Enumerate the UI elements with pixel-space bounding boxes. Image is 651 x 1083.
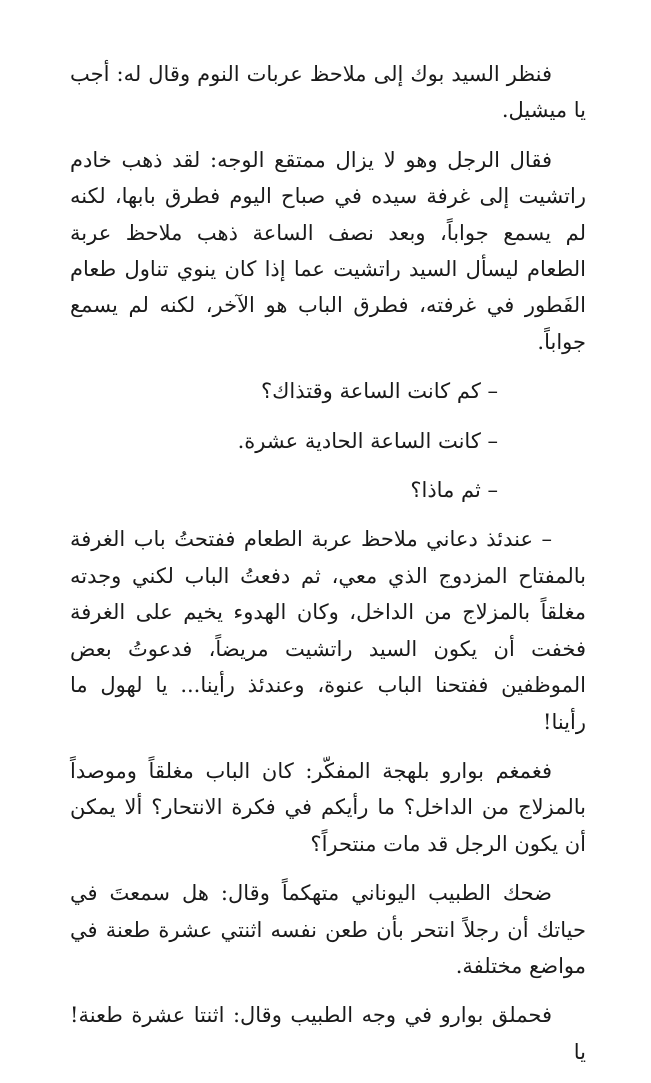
paragraph-6: – عندئذ دعاني ملاحظ عربة الطعام ففتحتُ باب الغرفة بالمفتاح المزدوج الذي معي، ثم دفعتُ الباب لكني وجدته مغلقاً بالمزلاج من الداخل، وكان الهدوء يخيم على الغرفة فخفت أن يكون السيد راتشيت مريضاً، فدعوتُ بعض الموظفين ففتحنا الباب عنوة، وعندئذ رأينا... يا لهول ما رأينا!: [70, 527, 586, 734]
paragraph-2: فقال الرجل وهو لا يزال ممتقع الوجه: لقد ذهب خادم راتشيت إلى غرفة سيده في صباح اليوم فطرق بابها، لكنه لم يسمع جواباً، وبعد نصف الساعة ذهب ملاحظ عربة الطعام ليسأل السيد راتشيت عما إذا كان ينوي تناول طعام الفَطور في غرفته، فطرق الباب هو الآخر، لكنه لم يسمع جواباً.: [70, 147, 586, 354]
paragraph-1: فنظر السيد بوك إلى ملاحظ عربات النوم وقال له: أجب يا ميشيل.: [70, 62, 586, 123]
dialog-line-3: – ثم ماذا؟: [410, 478, 498, 503]
paragraph-9: فحملق بوارو في وجه الطبيب وقال: اثنتا عشرة طعنة! يا: [70, 1003, 586, 1064]
dialog-line-2: – كانت الساعة الحادية عشرة.: [237, 428, 498, 453]
dialog-line-1: – كم كانت الساعة وقتذاك؟: [260, 379, 498, 404]
book-page: [70, 56, 586, 1083]
paragraph-8: ضحك الطبيب اليوناني متهكماً وقال: هل سمعتَ في حياتك أن رجلاً انتحر بأن طعن نفسه اثنتي عشرة طعنة في مواضع مختلفة.: [70, 881, 586, 978]
paragraph-7: فغمغم بوارو بلهجة المفكّر: كان الباب مغلقاً وموصداً بالمزلاج من الداخل؟ ما رأيكم في فكرة الانتحار؟ ألا يمكن أن يكون الرجل قد مات منتحراً؟: [70, 758, 586, 856]
